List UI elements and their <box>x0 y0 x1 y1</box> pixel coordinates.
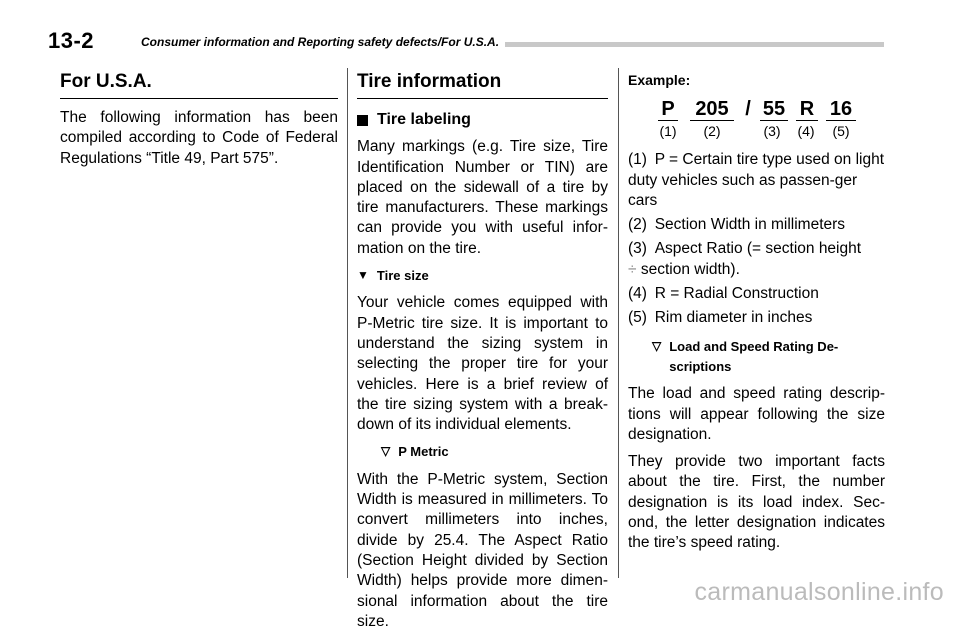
tire-size-heading: ▼ Tire size <box>357 268 429 284</box>
code-ratio: 55 <box>760 98 788 121</box>
code-r: R <box>796 98 818 121</box>
p-metric-text: With the P-Metric system, Section Width is measured in millimeters. To convert millimeters into inches, divide by 25.4. The Aspect Ratio (Section Height divided by Section Width) helps provide more dimen-sional information about the tire size. <box>357 470 608 630</box>
code-label-5: (5) <box>832 123 850 140</box>
header-title: Consumer information and Reporting safety defects/For U.S.A. <box>141 35 505 49</box>
code-width: 205 <box>690 98 734 121</box>
for-usa-paragraph: The following information has been compiled according to Code of Federal Regulations “Title 49, Part 575”. <box>60 109 338 167</box>
code-label-2: (2) <box>703 123 721 140</box>
p-metric-heading: ▽ P Metric <box>381 444 449 460</box>
load-speed-text: The load and speed rating descrip-tions will appear following the size designation. <box>628 385 885 443</box>
code-rim: 16 <box>826 98 856 121</box>
column-example <box>628 70 885 561</box>
load-speed-heading: ▽ Load and Speed Rating De-scriptions <box>652 338 839 374</box>
section-heading-tire-information: Tire information <box>357 70 608 99</box>
divide-sign: ÷ <box>628 260 637 278</box>
code-explanation-list <box>628 150 885 328</box>
column-for-usa <box>60 70 338 176</box>
load-speed-facts-text: They provide two important facts about the tire. First, the number designation is its load index. Sec-ond, the letter designation indicates the tire’s speed rating. <box>628 453 885 552</box>
list-item: (2) Section Width in millimeters <box>628 216 846 234</box>
column-divider <box>618 68 619 578</box>
code-label-3: (3) <box>763 123 781 140</box>
outline-triangle-icon: ▽ <box>652 338 662 353</box>
square-bullet-icon <box>357 115 368 126</box>
code-p: P <box>658 98 678 121</box>
watermark: carmanualsonline.info <box>694 578 944 606</box>
list-item: (3) Aspect Ratio (= section height ÷ section width). <box>628 240 862 278</box>
page-header <box>48 28 884 53</box>
list-item: (4) R = Radial Construction <box>628 285 819 303</box>
section-heading-for-usa: For U.S.A. <box>60 70 338 99</box>
list-item: (1) P = Certain tire type used on light duty vehicles such as passen-ger cars <box>628 151 885 209</box>
column-tire-information <box>357 70 608 639</box>
tire-size-text: Your vehicle comes equipped with P-Metric tire size. It is important to understand the sizing system in selecting the proper tire for your vehicles. Here is a brief review of the tire sizing system with a break-down of its individual elements. <box>357 294 608 434</box>
filled-triangle-icon: ▼ <box>357 268 369 283</box>
tire-size-code <box>628 98 885 142</box>
column-divider <box>347 68 348 578</box>
code-label-1: (1) <box>659 123 677 140</box>
tire-labeling-text: Many markings (e.g. Tire size, Tire Identification Number or TIN) are placed on the sidewall of a tire by tire manufacturers. These markings can provide you with useful infor-mation on the tire. <box>357 138 608 257</box>
code-slash: / <box>745 98 751 121</box>
example-label: Example: <box>628 72 691 88</box>
page-number: 13-2 <box>48 28 95 53</box>
outline-triangle-icon: ▽ <box>381 444 391 459</box>
tire-labeling-heading: Tire labeling <box>357 110 608 130</box>
code-label-4: (4) <box>797 123 815 140</box>
list-item: (5) Rim diameter in inches <box>628 309 813 327</box>
